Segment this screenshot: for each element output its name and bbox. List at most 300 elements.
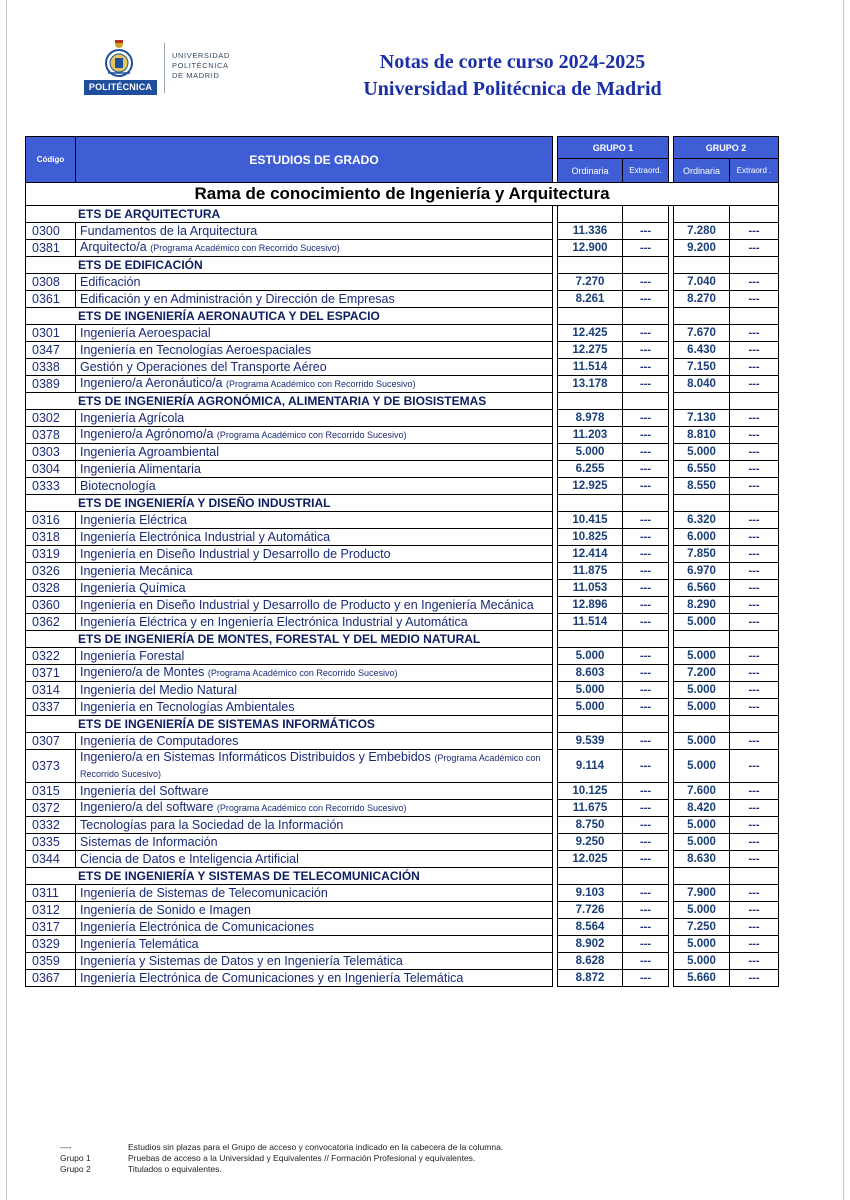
group1-extraordinaria: --- (623, 665, 669, 682)
school-name: ETS DE EDIFICACIÓN (26, 257, 553, 274)
program-code: 0335 (26, 834, 76, 851)
group1-ordinaria: 11.336 (558, 223, 623, 240)
group1-ordinaria: 9.103 (558, 885, 623, 902)
header-ordinaria-1: Ordinaria (558, 159, 623, 183)
empty-cell (558, 393, 623, 410)
empty-cell (674, 206, 730, 223)
program-code: 0347 (26, 342, 76, 359)
group1-extraordinaria: --- (623, 750, 669, 783)
program-name (76, 529, 553, 546)
school-name: ETS DE INGENIERÍA DE SISTEMAS INFORMÁTICOS (26, 716, 553, 733)
program-row (26, 478, 779, 495)
empty-cell (674, 257, 730, 274)
group1-extraordinaria: --- (623, 648, 669, 665)
program-name-text: Arquitecto/a (80, 240, 147, 254)
program-name (76, 461, 553, 478)
program-name (76, 648, 553, 665)
program-name (76, 274, 553, 291)
group2-extraordinaria: --- (730, 240, 779, 257)
program-name (76, 444, 553, 461)
group2-extraordinaria: --- (730, 580, 779, 597)
program-name (76, 580, 553, 597)
legend-key: Grupo 2 (60, 1164, 91, 1174)
program-name-text: Ingeniería de Sonido e Imagen (80, 902, 251, 917)
program-row (26, 783, 779, 800)
group2-ordinaria: 8.040 (674, 376, 730, 393)
group2-ordinaria: 5.000 (674, 936, 730, 953)
group1-extraordinaria: --- (623, 240, 669, 257)
empty-cell (730, 495, 779, 512)
program-name (76, 919, 553, 936)
program-name-text: Biotecnología (80, 478, 156, 493)
program-note: (Programa Académico con Recorrido Sucesivo) (150, 243, 340, 253)
school-row (26, 393, 779, 410)
group1-ordinaria: 11.053 (558, 580, 623, 597)
empty-cell (730, 206, 779, 223)
group1-extraordinaria: --- (623, 274, 669, 291)
program-name-text: Gestión y Operaciones del Transporte Aéreo (80, 359, 327, 374)
group2-ordinaria: 8.630 (674, 851, 730, 868)
group2-extraordinaria: --- (730, 291, 779, 308)
group2-extraordinaria: --- (730, 817, 779, 834)
group1-ordinaria: 12.414 (558, 546, 623, 563)
document-subtitle: Universidad Politécnica de Madrid (363, 78, 662, 100)
program-name (76, 783, 553, 800)
empty-cell (558, 495, 623, 512)
program-name-text: Ingeniero/a Aeronáutico/a (80, 376, 223, 390)
group2-ordinaria: 7.040 (674, 274, 730, 291)
group1-ordinaria: 8.902 (558, 936, 623, 953)
group1-ordinaria: 8.628 (558, 953, 623, 970)
group2-ordinaria: 5.000 (674, 699, 730, 716)
program-row (26, 885, 779, 902)
group2-ordinaria: 5.000 (674, 682, 730, 699)
group1-ordinaria: 5.000 (558, 648, 623, 665)
empty-cell (623, 716, 669, 733)
group2-ordinaria: 7.150 (674, 359, 730, 376)
program-name (76, 410, 553, 427)
program-name (76, 614, 553, 631)
school-row (26, 257, 779, 274)
group2-extraordinaria: --- (730, 733, 779, 750)
empty-cell (558, 206, 623, 223)
group2-extraordinaria: --- (730, 529, 779, 546)
program-name (76, 699, 553, 716)
empty-cell (730, 868, 779, 885)
program-code: 0314 (26, 682, 76, 699)
group1-ordinaria: 12.025 (558, 851, 623, 868)
program-name-text: Sistemas de Información (80, 834, 218, 849)
program-row (26, 512, 779, 529)
group1-ordinaria: 8.564 (558, 919, 623, 936)
program-code: 0328 (26, 580, 76, 597)
program-code: 0389 (26, 376, 76, 393)
group2-extraordinaria: --- (730, 512, 779, 529)
program-name (76, 512, 553, 529)
program-name (76, 970, 553, 987)
program-name-text: Ingeniero/a de Montes (80, 665, 205, 679)
group1-ordinaria: 8.978 (558, 410, 623, 427)
school-name: ETS DE INGENIERÍA DE MONTES, FORESTAL Y DEL MEDIO NATURAL (26, 631, 553, 648)
group2-ordinaria: 5.000 (674, 614, 730, 631)
group2-extraordinaria: --- (730, 936, 779, 953)
group1-extraordinaria: --- (623, 783, 669, 800)
program-name (76, 240, 553, 257)
group1-ordinaria: 8.750 (558, 817, 623, 834)
program-name (76, 851, 553, 868)
logo-divider (164, 43, 165, 93)
group2-ordinaria: 9.200 (674, 240, 730, 257)
group1-extraordinaria: --- (623, 223, 669, 240)
program-name (76, 936, 553, 953)
group2-extraordinaria: --- (730, 597, 779, 614)
program-name-text: Ingeniería y Sistemas de Datos y en Ingeniería Telemática (80, 953, 403, 968)
group2-extraordinaria: --- (730, 478, 779, 495)
program-name-text: Ingeniería en Diseño Industrial y Desarrollo de Producto (80, 546, 391, 561)
group1-ordinaria: 11.203 (558, 427, 623, 444)
group1-extraordinaria: --- (623, 682, 669, 699)
program-code: 0373 (26, 750, 76, 783)
group2-extraordinaria: --- (730, 682, 779, 699)
empty-cell (730, 308, 779, 325)
program-name (76, 342, 553, 359)
program-row (26, 665, 779, 682)
program-name (76, 478, 553, 495)
school-name: ETS DE INGENIERÍA Y SISTEMAS DE TELECOMUNICACIÓN (26, 868, 553, 885)
group1-extraordinaria: --- (623, 546, 669, 563)
empty-cell (730, 257, 779, 274)
logo-bar: POLITÉCNICA (84, 80, 157, 95)
group2-ordinaria: 8.550 (674, 478, 730, 495)
group1-ordinaria: 12.925 (558, 478, 623, 495)
program-row (26, 410, 779, 427)
group1-extraordinaria: --- (623, 970, 669, 987)
group1-ordinaria: 10.125 (558, 783, 623, 800)
program-name (76, 427, 553, 444)
program-code: 0312 (26, 902, 76, 919)
group2-extraordinaria: --- (730, 783, 779, 800)
program-name-text: Fundamentos de la Arquitectura (80, 223, 258, 238)
school-row (26, 716, 779, 733)
group2-ordinaria: 5.000 (674, 444, 730, 461)
group2-ordinaria: 6.000 (674, 529, 730, 546)
group2-extraordinaria: --- (730, 648, 779, 665)
group2-extraordinaria: --- (730, 750, 779, 783)
group1-ordinaria: 5.000 (558, 699, 623, 716)
empty-cell (674, 716, 730, 733)
group2-extraordinaria: --- (730, 970, 779, 987)
group1-extraordinaria: --- (623, 699, 669, 716)
document-title: Notas de corte curso 2024-2025 (379, 51, 646, 73)
group2-ordinaria: 6.970 (674, 563, 730, 580)
program-code: 0338 (26, 359, 76, 376)
group1-extraordinaria: --- (623, 291, 669, 308)
empty-cell (674, 308, 730, 325)
group2-extraordinaria: --- (730, 223, 779, 240)
group2-extraordinaria: --- (730, 461, 779, 478)
program-name (76, 733, 553, 750)
group1-extraordinaria: --- (623, 563, 669, 580)
program-name-text: Ingeniero/a del software (80, 800, 214, 814)
group1-extraordinaria: --- (623, 444, 669, 461)
program-code: 0359 (26, 953, 76, 970)
empty-cell (558, 308, 623, 325)
school-row (26, 206, 779, 223)
legend-text: Pruebas de acceso a la Universidad y Equivalentes // Formación Profesional y equivalentes. (128, 1153, 476, 1163)
school-row (26, 495, 779, 512)
program-code: 0322 (26, 648, 76, 665)
program-row (26, 529, 779, 546)
empty-cell (730, 631, 779, 648)
program-name-text: Ingeniería Electrónica Industrial y Automática (80, 529, 331, 544)
group1-ordinaria: 8.872 (558, 970, 623, 987)
program-name-text: Ingeniería Química (80, 580, 186, 595)
program-code: 0307 (26, 733, 76, 750)
group2-extraordinaria: --- (730, 563, 779, 580)
group2-ordinaria: 5.000 (674, 750, 730, 783)
university-name (172, 51, 230, 81)
group1-extraordinaria: --- (623, 359, 669, 376)
program-name-text: Ingeniería en Tecnologías Ambientales (80, 699, 295, 714)
upm-logo (84, 37, 234, 99)
group1-ordinaria: 12.425 (558, 325, 623, 342)
program-name (76, 800, 553, 817)
group2-ordinaria: 5.000 (674, 953, 730, 970)
program-row (26, 580, 779, 597)
program-name (76, 291, 553, 308)
program-name (76, 665, 553, 682)
program-code: 0362 (26, 614, 76, 631)
program-row (26, 733, 779, 750)
group1-ordinaria: 11.514 (558, 359, 623, 376)
program-name (76, 546, 553, 563)
program-name-text: Ingeniería de Computadores (80, 733, 239, 748)
program-code: 0308 (26, 274, 76, 291)
program-name-text: Ingeniero/a Agrónomo/a (80, 427, 214, 441)
program-code: 0318 (26, 529, 76, 546)
program-name (76, 750, 553, 783)
group1-ordinaria: 9.114 (558, 750, 623, 783)
program-note: (Programa Académico con Recorrido Sucesivo) (216, 803, 407, 813)
group2-ordinaria: 8.420 (674, 800, 730, 817)
group1-ordinaria: 10.825 (558, 529, 623, 546)
group1-ordinaria: 7.726 (558, 902, 623, 919)
group2-extraordinaria: --- (730, 376, 779, 393)
program-code: 0361 (26, 291, 76, 308)
group1-ordinaria: 12.275 (558, 342, 623, 359)
crest-icon (104, 37, 134, 79)
group1-ordinaria: 5.000 (558, 682, 623, 699)
group1-extraordinaria: --- (623, 512, 669, 529)
group1-ordinaria: 12.900 (558, 240, 623, 257)
program-name-text: Ingeniería Electrónica de Comunicaciones y en Ingeniería Telemática (80, 970, 464, 985)
program-name-text: Ingeniería Forestal (80, 648, 185, 663)
group1-extraordinaria: --- (623, 597, 669, 614)
program-name (76, 325, 553, 342)
school-row (26, 868, 779, 885)
legend-key: Grupo 1 (60, 1153, 91, 1163)
group2-ordinaria: 8.270 (674, 291, 730, 308)
group2-ordinaria: 7.130 (674, 410, 730, 427)
empty-cell (674, 393, 730, 410)
group2-extraordinaria: --- (730, 614, 779, 631)
group1-ordinaria: 11.875 (558, 563, 623, 580)
group1-extraordinaria: --- (623, 800, 669, 817)
program-row (26, 817, 779, 834)
group2-ordinaria: 5.000 (674, 834, 730, 851)
program-code: 0316 (26, 512, 76, 529)
program-name-text: Ingeniería Agroambiental (80, 444, 219, 459)
header-code: Código (26, 137, 76, 183)
group2-extraordinaria: --- (730, 342, 779, 359)
header-studies: ESTUDIOS DE GRADO (76, 137, 553, 183)
program-name (76, 682, 553, 699)
group1-extraordinaria: --- (623, 427, 669, 444)
group2-ordinaria: 6.320 (674, 512, 730, 529)
program-name-text: Tecnologías para la Sociedad de la Información (80, 817, 344, 832)
group1-ordinaria: 5.000 (558, 444, 623, 461)
program-name (76, 885, 553, 902)
group1-ordinaria: 6.255 (558, 461, 623, 478)
program-name-text: Ingeniería del Software (80, 783, 209, 798)
program-row (26, 834, 779, 851)
empty-cell (558, 257, 623, 274)
group2-extraordinaria: --- (730, 359, 779, 376)
program-code: 0360 (26, 597, 76, 614)
group1-extraordinaria: --- (623, 410, 669, 427)
empty-cell (623, 393, 669, 410)
legend-text: Titulados o equivalentes. (128, 1164, 222, 1174)
table-body (26, 183, 779, 987)
program-name (76, 817, 553, 834)
school-row (26, 631, 779, 648)
group1-extraordinaria: --- (623, 919, 669, 936)
branch-title: Rama de conocimiento de Ingeniería y Arquitectura (26, 183, 779, 206)
header-group-2: GRUPO 2 (674, 137, 779, 159)
header-extraord-1: Extraord. (623, 159, 669, 183)
program-row (26, 240, 779, 257)
group2-ordinaria: 8.810 (674, 427, 730, 444)
program-code: 0300 (26, 223, 76, 240)
group2-ordinaria: 7.900 (674, 885, 730, 902)
university-name-line: POLITÉCNICA (172, 61, 229, 70)
empty-cell (623, 495, 669, 512)
group1-extraordinaria: --- (623, 851, 669, 868)
group1-ordinaria: 13.178 (558, 376, 623, 393)
group2-extraordinaria: --- (730, 699, 779, 716)
program-code: 0371 (26, 665, 76, 682)
group1-extraordinaria: --- (623, 936, 669, 953)
program-name (76, 359, 553, 376)
program-row (26, 291, 779, 308)
program-row (26, 682, 779, 699)
program-row (26, 461, 779, 478)
group2-ordinaria: 7.850 (674, 546, 730, 563)
group1-extraordinaria: --- (623, 902, 669, 919)
group2-ordinaria: 5.000 (674, 902, 730, 919)
program-code: 0367 (26, 970, 76, 987)
group2-extraordinaria: --- (730, 427, 779, 444)
group2-extraordinaria: --- (730, 851, 779, 868)
program-name-text: Ciencia de Datos e Inteligencia Artificial (80, 851, 299, 866)
program-name-text: Ingeniería Eléctrica (80, 512, 188, 527)
group2-extraordinaria: --- (730, 665, 779, 682)
group1-extraordinaria: --- (623, 529, 669, 546)
group2-ordinaria: 7.200 (674, 665, 730, 682)
program-row (26, 699, 779, 716)
university-name-line: UNIVERSIDAD (172, 51, 230, 60)
program-row (26, 970, 779, 987)
header-ordinaria-2: Ordinaria (674, 159, 730, 183)
group1-ordinaria: 8.603 (558, 665, 623, 682)
group2-ordinaria: 7.280 (674, 223, 730, 240)
program-code: 0378 (26, 427, 76, 444)
program-row (26, 342, 779, 359)
program-row (26, 359, 779, 376)
group1-extraordinaria: --- (623, 614, 669, 631)
empty-cell (558, 868, 623, 885)
empty-cell (558, 631, 623, 648)
group2-extraordinaria: --- (730, 274, 779, 291)
empty-cell (623, 308, 669, 325)
program-row (26, 427, 779, 444)
program-name-text: Ingeniería en Tecnologías Aeroespaciales (80, 342, 312, 357)
empty-cell (623, 631, 669, 648)
program-name-text: Ingeniería Aeroespacial (80, 325, 211, 340)
program-code: 0304 (26, 461, 76, 478)
group1-extraordinaria: --- (623, 376, 669, 393)
school-name: ETS DE INGENIERÍA Y DISEÑO INDUSTRIAL (26, 495, 553, 512)
program-row (26, 274, 779, 291)
program-code: 0333 (26, 478, 76, 495)
group1-extraordinaria: --- (623, 733, 669, 750)
program-code: 0315 (26, 783, 76, 800)
group2-ordinaria: 5.000 (674, 733, 730, 750)
group2-ordinaria: 7.250 (674, 919, 730, 936)
group2-extraordinaria: --- (730, 885, 779, 902)
group2-ordinaria: 6.550 (674, 461, 730, 478)
grades-table (25, 136, 779, 987)
group2-extraordinaria: --- (730, 919, 779, 936)
program-name-text: Ingeniería Eléctrica y en Ingeniería Electrónica Industrial y Automática (80, 614, 468, 629)
program-name-text: Ingeniería de Sistemas de Telecomunicación (80, 885, 328, 900)
group2-extraordinaria: --- (730, 546, 779, 563)
program-code: 0337 (26, 699, 76, 716)
program-row (26, 648, 779, 665)
program-row (26, 614, 779, 631)
group2-ordinaria: 6.430 (674, 342, 730, 359)
group1-extraordinaria: --- (623, 885, 669, 902)
program-code: 0317 (26, 919, 76, 936)
program-name (76, 563, 553, 580)
group2-ordinaria: 7.670 (674, 325, 730, 342)
program-row (26, 597, 779, 614)
group2-ordinaria: 5.000 (674, 817, 730, 834)
group2-ordinaria: 5.660 (674, 970, 730, 987)
program-row (26, 851, 779, 868)
group1-extraordinaria: --- (623, 325, 669, 342)
program-code: 0319 (26, 546, 76, 563)
group2-ordinaria: 5.000 (674, 648, 730, 665)
program-row (26, 444, 779, 461)
group1-ordinaria: 12.896 (558, 597, 623, 614)
program-row (26, 546, 779, 563)
empty-cell (730, 716, 779, 733)
program-name (76, 376, 553, 393)
program-row (26, 936, 779, 953)
program-name-text: Ingeniero/a en Sistemas Informáticos Distribuidos y Embebidos (80, 750, 431, 764)
group2-extraordinaria: --- (730, 834, 779, 851)
